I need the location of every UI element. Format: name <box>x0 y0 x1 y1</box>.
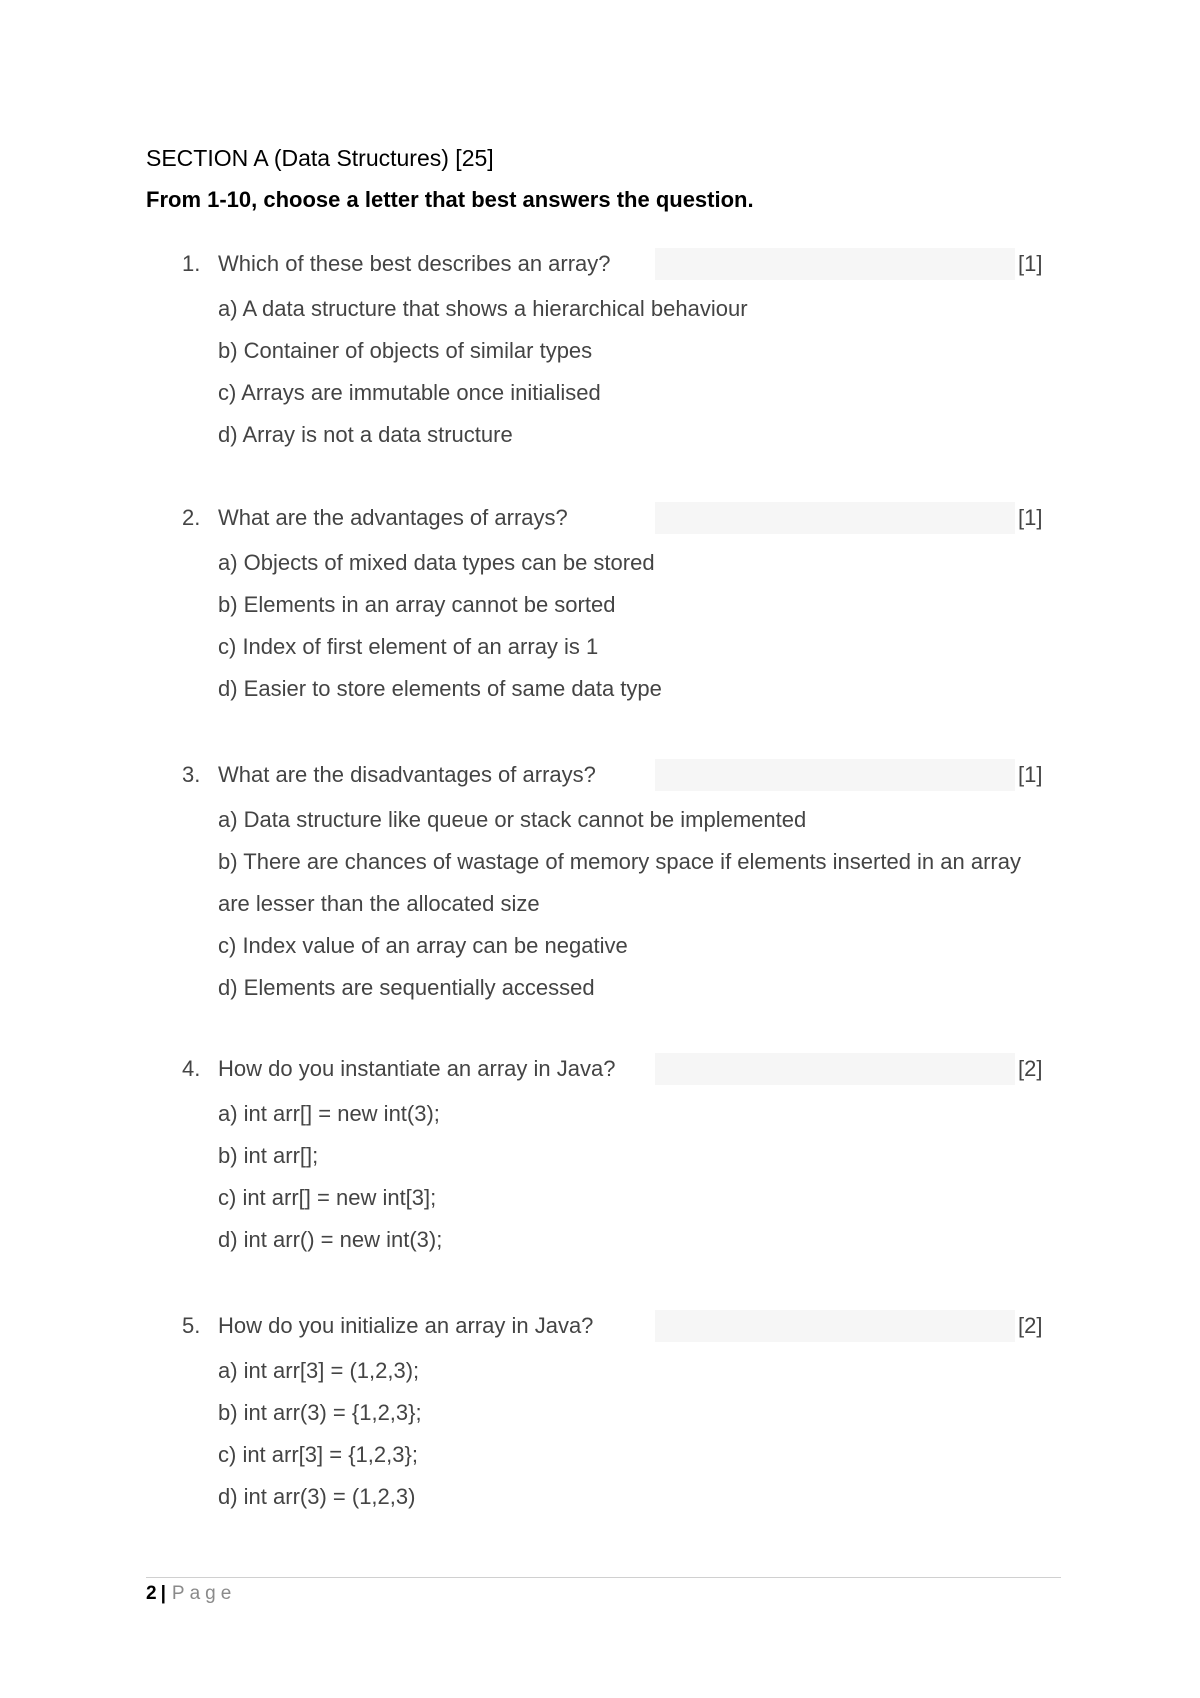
question-shading <box>655 1310 1015 1342</box>
option-c: c) int arr[] = new int[3]; <box>218 1185 437 1210</box>
question-text: How do you initialize an array in Java? <box>218 1313 594 1338</box>
option-a: a) int arr[] = new int(3); <box>218 1101 440 1126</box>
footer-separator: | <box>160 1583 166 1604</box>
question-text: What are the advantages of arrays? <box>218 505 568 530</box>
footer-page-number: 2 <box>146 1583 157 1604</box>
option-d: d) Easier to store elements of same data type <box>218 676 662 701</box>
option-b: b) Elements in an array cannot be sorted <box>218 592 616 617</box>
option-c: c) Arrays are immutable once initialised <box>218 380 601 405</box>
footer-page-label: Page <box>171 1583 237 1604</box>
option-d: d) int arr(3) = (1,2,3) <box>218 1484 416 1509</box>
option-b: b) int arr[]; <box>218 1143 319 1168</box>
option-a: a) Objects of mixed data types can be stored <box>218 550 655 575</box>
question-number: 3. <box>182 762 201 787</box>
question-marks: [1] <box>1018 251 1043 276</box>
question-text: How do you instantiate an array in Java? <box>218 1056 616 1081</box>
option-d: d) Elements are sequentially accessed <box>218 975 595 1000</box>
option-b: b) Container of objects of similar types <box>218 338 593 363</box>
option-a: a) int arr[3] = (1,2,3); <box>218 1358 420 1383</box>
question-1 <box>0 248 1200 447</box>
question-text: What are the disadvantages of arrays? <box>218 762 596 787</box>
question-line <box>0 502 1200 534</box>
question-shading <box>655 248 1015 280</box>
question-marks: [2] <box>1018 1313 1043 1338</box>
options-list <box>218 1350 1048 1518</box>
footer-divider <box>146 1577 1061 1578</box>
option-d: d) Array is not a data structure <box>218 422 513 447</box>
question-shading <box>655 759 1015 791</box>
option-c: c) Index of first element of an array is 1 <box>218 634 599 659</box>
question-marks: [2] <box>1018 1056 1043 1081</box>
question-number: 2. <box>182 505 201 530</box>
options-list <box>218 1093 1048 1261</box>
question-line <box>0 759 1200 791</box>
option-b: b) int arr(3) = {1,2,3}; <box>218 1400 422 1425</box>
question-line <box>0 1053 1200 1085</box>
question-4 <box>0 1053 1200 1252</box>
question-shading <box>655 502 1015 534</box>
option-b: b) There are chances of wastage of memory space if elements inserted in an array are lesser than the allocated size <box>218 849 1021 916</box>
page-footer <box>146 1583 236 1605</box>
question-marks: [1] <box>1018 762 1043 787</box>
options-list <box>218 542 1048 710</box>
question-number: 5. <box>182 1313 201 1338</box>
option-c: c) int arr[3] = {1,2,3}; <box>218 1442 418 1467</box>
question-3 <box>0 759 1200 1000</box>
section-title: SECTION A (Data Structures) [25] <box>146 145 494 171</box>
question-2 <box>0 502 1200 701</box>
question-number: 1. <box>182 251 201 276</box>
options-list <box>218 799 1048 1009</box>
question-line <box>0 248 1200 280</box>
question-5 <box>0 1310 1200 1509</box>
option-c: c) Index value of an array can be negative <box>218 933 628 958</box>
option-a: a) Data structure like queue or stack cannot be implemented <box>218 807 807 832</box>
question-line <box>0 1310 1200 1342</box>
question-text: Which of these best describes an array? <box>218 251 611 276</box>
question-number: 4. <box>182 1056 201 1081</box>
question-shading <box>655 1053 1015 1085</box>
option-a: a) A data structure that shows a hierarchical behaviour <box>218 296 748 321</box>
options-list <box>218 288 1048 456</box>
instructions: From 1-10, choose a letter that best answers the question. <box>146 187 754 212</box>
option-d: d) int arr() = new int(3); <box>218 1227 443 1252</box>
question-marks: [1] <box>1018 505 1043 530</box>
